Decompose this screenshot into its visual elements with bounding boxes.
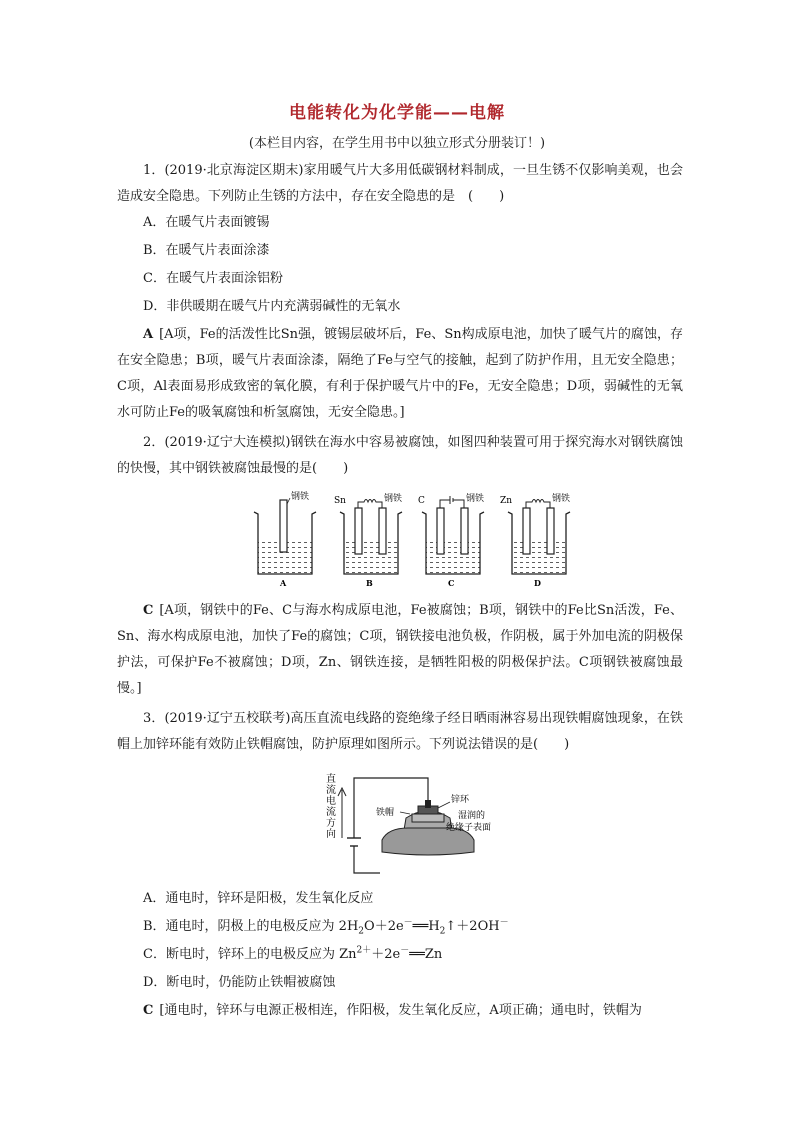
beaker-a — [254, 490, 316, 588]
question-1-answer: A — [143, 327, 154, 342]
panel-label-b: B — [366, 578, 373, 588]
question-3-stem: 3．(2019·辽宁五校联考)高压直流电线路的瓷绝缘子经日晒雨淋容易出现铁帽腐蚀现象，在铁帽上加锌环能有效防止铁帽腐蚀，防护原理如图所示。下列说法错误的是( ) — [117, 711, 683, 752]
panel-label-a: A — [280, 578, 287, 588]
steel-label-c: 钢铁 — [466, 494, 485, 504]
question-3-option-d: D．断电时，仍能防止铁帽被腐蚀 — [143, 975, 336, 990]
question-1-option-c: C．在暖气片表面涂铝粉 — [143, 271, 283, 286]
page-title: 电能转化为化学能——电解 — [289, 103, 505, 123]
question-1-option-a: A．在暖气片表面镀锡 — [143, 215, 270, 230]
steel-label-d: 钢铁 — [552, 494, 571, 504]
question-2-solution — [117, 598, 683, 702]
question-3-option-c: C．断电时，锌环上的电极反应为 $Zn^{2+}+2e^-══Zn$ — [143, 945, 443, 962]
steel-label-b: 钢铁 — [384, 494, 403, 504]
beaker-d — [500, 492, 570, 588]
question-3-option-b: B．通电时，阴极上的电极反应为 $2H_2O+2e^-══H_2↑+2OH^-$ — [143, 917, 509, 937]
question-1-solution — [117, 322, 683, 426]
moist-surface-label-2: 绝缘子表面 — [446, 823, 492, 833]
zinc-ring-label: 锌环 — [451, 795, 470, 805]
question-1-explanation: [A项，Fe的活泼性比Sn强，镀锡层破坏后，Fe、Sn构成原电池，加快了暖气片的腐蚀，存在安全隐患；B项，暖气片表面涂漆，隔绝了Fe与空气的接触，起到了防护作用，且无安全隐患；C项，Al表面易形成致密的氧化膜，有利于保护暖气片中的Fe，无安全隐患；D项，弱碱性的无氧水可防止Fe的吸氧腐蚀和析氢腐蚀，无安全隐患。] — [117, 327, 683, 420]
question-3-answer: C — [143, 1003, 154, 1018]
beaker-b — [334, 492, 402, 588]
question-1-option-d: D．非供暖期在暖气片内充满弱碱性的无氧水 — [143, 299, 401, 314]
electrode-label-zn: Zn — [500, 496, 513, 506]
page-subtitle: (本栏目内容，在学生用书中以独立形式分册装订！) — [248, 136, 546, 151]
current-direction-label: 直流电流方向 — [326, 774, 336, 840]
iron-cap-label: 铁帽 — [376, 808, 395, 818]
question-2-explanation: [A项，钢铁中的Fe、C与海水构成原电池，Fe被腐蚀；B项，钢铁中的Fe比Sn活泼，Fe、Sn、海水构成原电池，加快了Fe的腐蚀；C项，钢铁接电池负极，作阴极，属于外加电流的阴极保护法，可保护Fe不被腐蚀；D项，Zn、钢铁连接，是牺牲阳极的阴极保护法。C项钢铁被腐蚀最慢。] — [117, 603, 683, 696]
corrosion-apparatus-figure — [250, 490, 580, 590]
electrode-label-c: C — [418, 496, 425, 506]
electrode-label-sn: Sn — [334, 496, 346, 506]
insulator-protection-figure — [318, 768, 518, 878]
steel-label-a: 钢铁 — [291, 492, 310, 502]
beaker-c — [418, 492, 484, 588]
panel-label-d: D — [534, 578, 541, 588]
question-3-solution — [117, 998, 683, 1024]
question-2-stem: 2．(2019·辽宁大连模拟)钢铁在海水中容易被腐蚀，如图四种装置可用于探究海水对钢铁腐蚀的快慢，其中钢铁被腐蚀最慢的是( ) — [117, 435, 683, 476]
question-1-stem: 1．(2019·北京海淀区期末)家用暖气片大多用低碳钢材料制成，一旦生锈不仅影响美观，也会造成安全隐患。下列防止生锈的方法中，存在安全隐患的是 ( ) — [117, 163, 683, 204]
panel-label-c: C — [448, 578, 455, 588]
question-2-answer: C — [143, 603, 154, 618]
moist-surface-label-1: 湿润的 — [458, 811, 486, 821]
question-1-option-b: B．在暖气片表面涂漆 — [143, 243, 270, 258]
question-3-explanation: [通电时，锌环与电源正极相连，作阳极，发生氧化反应，A项正确；通电时，铁帽为 — [159, 1003, 642, 1018]
question-3-option-a: A．通电时，锌环是阳极，发生氧化反应 — [143, 891, 374, 906]
